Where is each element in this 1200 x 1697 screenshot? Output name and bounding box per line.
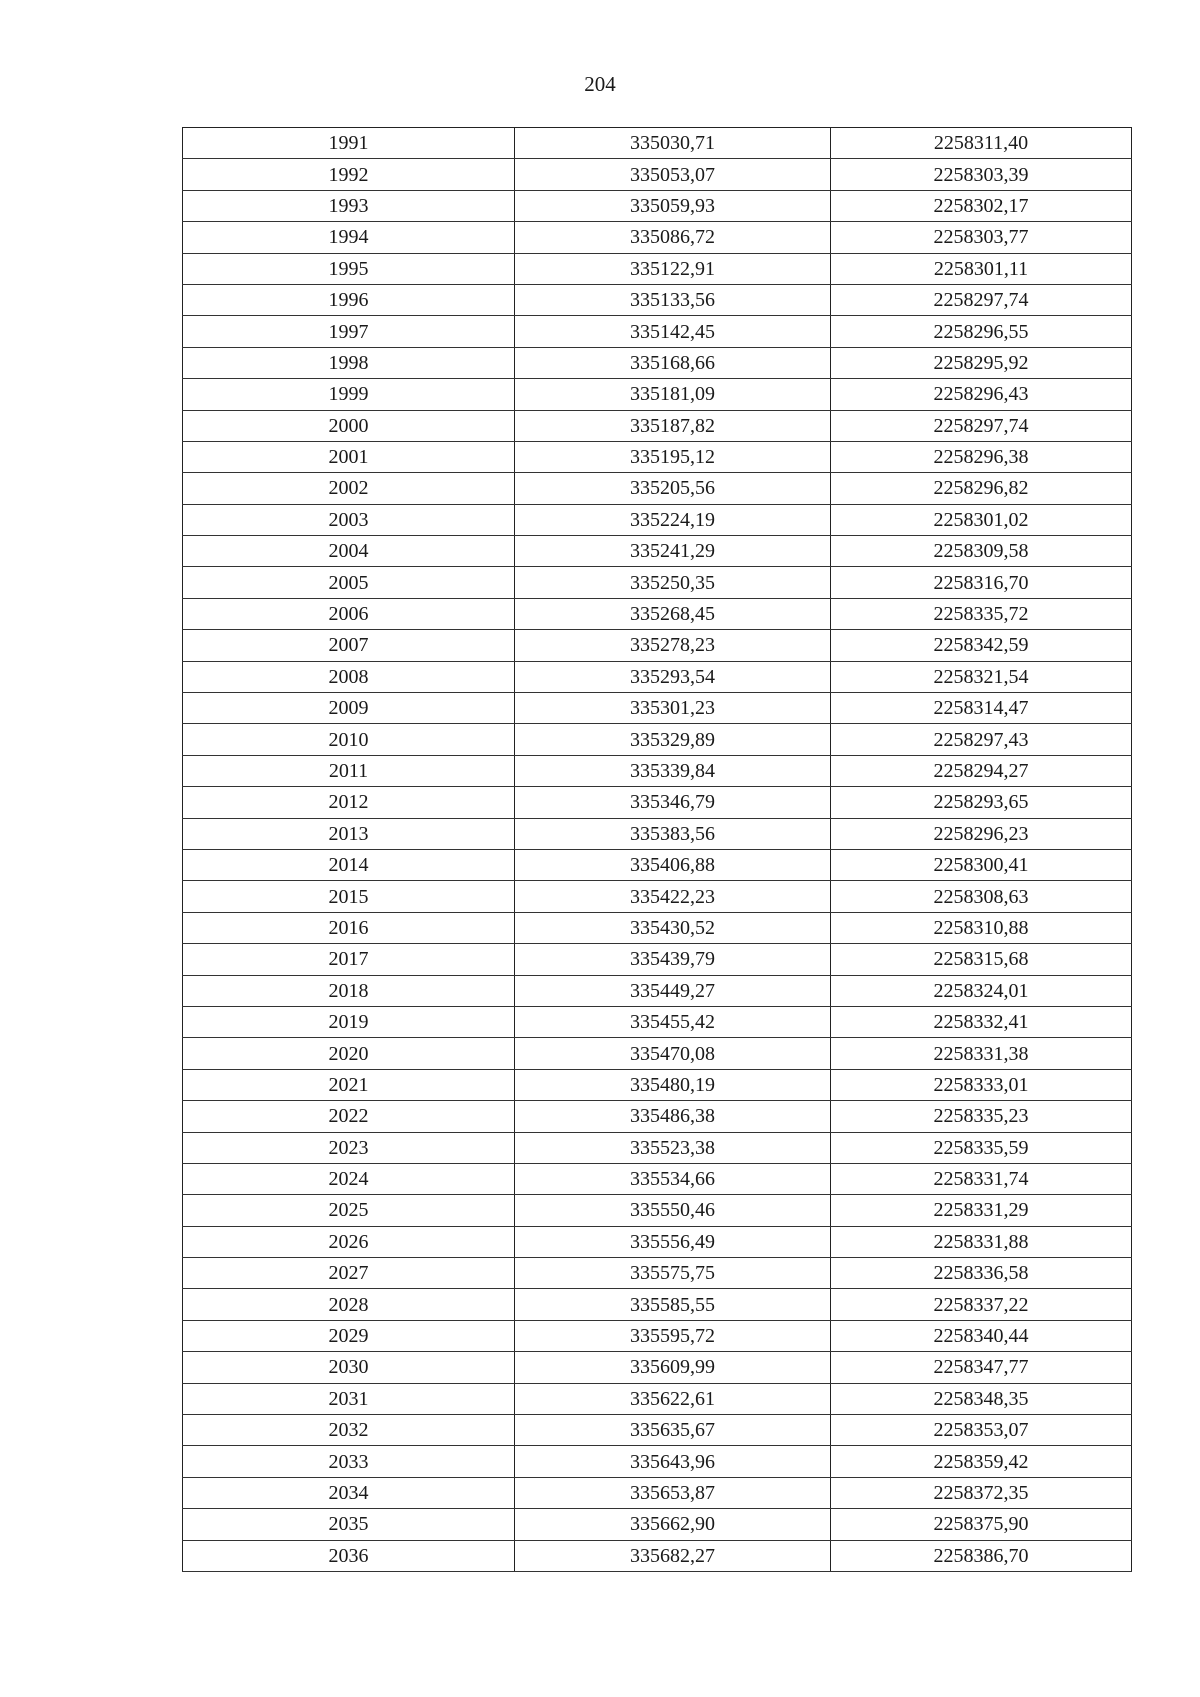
y-coordinate-cell: 2258296,38 (831, 441, 1132, 472)
x-coordinate-cell: 335662,90 (515, 1509, 831, 1540)
y-coordinate-cell: 2258375,90 (831, 1509, 1132, 1540)
table-row (183, 787, 1132, 818)
point-number-cell: 2018 (183, 975, 515, 1006)
x-coordinate-cell: 335470,08 (515, 1038, 831, 1069)
table-row (183, 222, 1132, 253)
table-row (183, 441, 1132, 472)
x-coordinate-cell: 335086,72 (515, 222, 831, 253)
coordinates-table (182, 127, 1132, 1572)
x-coordinate-cell: 335133,56 (515, 284, 831, 315)
y-coordinate-cell: 2258297,43 (831, 724, 1132, 755)
table-row (183, 912, 1132, 943)
point-number-cell: 1995 (183, 253, 515, 284)
x-coordinate-cell: 335181,09 (515, 379, 831, 410)
x-coordinate-cell: 335550,46 (515, 1195, 831, 1226)
table-row (183, 473, 1132, 504)
table-row (183, 1069, 1132, 1100)
y-coordinate-cell: 2258337,22 (831, 1289, 1132, 1320)
point-number-cell: 1993 (183, 190, 515, 221)
x-coordinate-cell: 335301,23 (515, 693, 831, 724)
x-coordinate-cell: 335486,38 (515, 1101, 831, 1132)
x-coordinate-cell: 335195,12 (515, 441, 831, 472)
x-coordinate-cell: 335682,27 (515, 1540, 831, 1571)
table-row (183, 1383, 1132, 1414)
y-coordinate-cell: 2258314,47 (831, 693, 1132, 724)
table-row (183, 1477, 1132, 1508)
y-coordinate-cell: 2258302,17 (831, 190, 1132, 221)
point-number-cell: 2007 (183, 630, 515, 661)
y-coordinate-cell: 2258293,65 (831, 787, 1132, 818)
page-number: 204 (584, 72, 616, 96)
x-coordinate-cell: 335030,71 (515, 128, 831, 159)
x-coordinate-cell: 335643,96 (515, 1446, 831, 1477)
table-row (183, 284, 1132, 315)
y-coordinate-cell: 2258386,70 (831, 1540, 1132, 1571)
table-row (183, 504, 1132, 535)
x-coordinate-cell: 335449,27 (515, 975, 831, 1006)
point-number-cell: 2011 (183, 755, 515, 786)
point-number-cell: 2008 (183, 661, 515, 692)
table-row (183, 159, 1132, 190)
point-number-cell: 1999 (183, 379, 515, 410)
point-number-cell: 2001 (183, 441, 515, 472)
x-coordinate-cell: 335053,07 (515, 159, 831, 190)
y-coordinate-cell: 2258321,54 (831, 661, 1132, 692)
x-coordinate-cell: 335059,93 (515, 190, 831, 221)
y-coordinate-cell: 2258342,59 (831, 630, 1132, 661)
x-coordinate-cell: 335609,99 (515, 1352, 831, 1383)
x-coordinate-cell: 335224,19 (515, 504, 831, 535)
point-number-cell: 2004 (183, 536, 515, 567)
y-coordinate-cell: 2258335,59 (831, 1132, 1132, 1163)
point-number-cell: 2027 (183, 1258, 515, 1289)
point-number-cell: 2032 (183, 1415, 515, 1446)
y-coordinate-cell: 2258348,35 (831, 1383, 1132, 1414)
x-coordinate-cell: 335556,49 (515, 1226, 831, 1257)
point-number-cell: 2000 (183, 410, 515, 441)
point-number-cell: 2020 (183, 1038, 515, 1069)
x-coordinate-cell: 335122,91 (515, 253, 831, 284)
table-row (183, 1352, 1132, 1383)
x-coordinate-cell: 335455,42 (515, 1006, 831, 1037)
point-number-cell: 2021 (183, 1069, 515, 1100)
point-number-cell: 2005 (183, 567, 515, 598)
y-coordinate-cell: 2258332,41 (831, 1006, 1132, 1037)
table-row (183, 693, 1132, 724)
table-row (183, 1509, 1132, 1540)
y-coordinate-cell: 2258359,42 (831, 1446, 1132, 1477)
coordinates-table-body (183, 128, 1132, 1572)
y-coordinate-cell: 2258331,38 (831, 1038, 1132, 1069)
point-number-cell: 2019 (183, 1006, 515, 1037)
y-coordinate-cell: 2258294,27 (831, 755, 1132, 786)
table-row (183, 316, 1132, 347)
point-number-cell: 2033 (183, 1446, 515, 1477)
table-row (183, 347, 1132, 378)
x-coordinate-cell: 335622,61 (515, 1383, 831, 1414)
table-row (183, 661, 1132, 692)
point-number-cell: 2014 (183, 849, 515, 880)
y-coordinate-cell: 2258296,43 (831, 379, 1132, 410)
x-coordinate-cell: 335422,23 (515, 881, 831, 912)
point-number-cell: 2035 (183, 1509, 515, 1540)
point-number-cell: 2012 (183, 787, 515, 818)
x-coordinate-cell: 335585,55 (515, 1289, 831, 1320)
x-coordinate-cell: 335534,66 (515, 1163, 831, 1194)
x-coordinate-cell: 335480,19 (515, 1069, 831, 1100)
table-row (183, 849, 1132, 880)
x-coordinate-cell: 335430,52 (515, 912, 831, 943)
table-row (183, 1163, 1132, 1194)
table-row (183, 944, 1132, 975)
x-coordinate-cell: 335653,87 (515, 1477, 831, 1508)
y-coordinate-cell: 2258297,74 (831, 410, 1132, 441)
point-number-cell: 2036 (183, 1540, 515, 1571)
y-coordinate-cell: 2258296,55 (831, 316, 1132, 347)
y-coordinate-cell: 2258333,01 (831, 1069, 1132, 1100)
y-coordinate-cell: 2258335,23 (831, 1101, 1132, 1132)
table-row (183, 1289, 1132, 1320)
y-coordinate-cell: 2258316,70 (831, 567, 1132, 598)
x-coordinate-cell: 335293,54 (515, 661, 831, 692)
y-coordinate-cell: 2258335,72 (831, 598, 1132, 629)
y-coordinate-cell: 2258296,23 (831, 818, 1132, 849)
x-coordinate-cell: 335142,45 (515, 316, 831, 347)
x-coordinate-cell: 335439,79 (515, 944, 831, 975)
table-row (183, 567, 1132, 598)
x-coordinate-cell: 335241,29 (515, 536, 831, 567)
y-coordinate-cell: 2258372,35 (831, 1477, 1132, 1508)
point-number-cell: 2017 (183, 944, 515, 975)
y-coordinate-cell: 2258300,41 (831, 849, 1132, 880)
y-coordinate-cell: 2258301,11 (831, 253, 1132, 284)
point-number-cell: 2024 (183, 1163, 515, 1194)
table-row (183, 1415, 1132, 1446)
point-number-cell: 2025 (183, 1195, 515, 1226)
point-number-cell: 2010 (183, 724, 515, 755)
point-number-cell: 2013 (183, 818, 515, 849)
x-coordinate-cell: 335268,45 (515, 598, 831, 629)
y-coordinate-cell: 2258297,74 (831, 284, 1132, 315)
y-coordinate-cell: 2258324,01 (831, 975, 1132, 1006)
x-coordinate-cell: 335187,82 (515, 410, 831, 441)
point-number-cell: 2023 (183, 1132, 515, 1163)
table-row (183, 1038, 1132, 1069)
y-coordinate-cell: 2258347,77 (831, 1352, 1132, 1383)
table-row (183, 1320, 1132, 1351)
y-coordinate-cell: 2258303,39 (831, 159, 1132, 190)
y-coordinate-cell: 2258301,02 (831, 504, 1132, 535)
table-row (183, 598, 1132, 629)
y-coordinate-cell: 2258296,82 (831, 473, 1132, 504)
point-number-cell: 1992 (183, 159, 515, 190)
table-row (183, 755, 1132, 786)
x-coordinate-cell: 335635,67 (515, 1415, 831, 1446)
point-number-cell: 2026 (183, 1226, 515, 1257)
x-coordinate-cell: 335523,38 (515, 1132, 831, 1163)
point-number-cell: 2002 (183, 473, 515, 504)
y-coordinate-cell: 2258309,58 (831, 536, 1132, 567)
table-row (183, 128, 1132, 159)
point-number-cell: 2016 (183, 912, 515, 943)
table-row (183, 1446, 1132, 1477)
point-number-cell: 1991 (183, 128, 515, 159)
x-coordinate-cell: 335278,23 (515, 630, 831, 661)
x-coordinate-cell: 335346,79 (515, 787, 831, 818)
x-coordinate-cell: 335575,75 (515, 1258, 831, 1289)
x-coordinate-cell: 335406,88 (515, 849, 831, 880)
table-row (183, 410, 1132, 441)
table-row (183, 1101, 1132, 1132)
table-row (183, 253, 1132, 284)
x-coordinate-cell: 335383,56 (515, 818, 831, 849)
y-coordinate-cell: 2258311,40 (831, 128, 1132, 159)
point-number-cell: 1997 (183, 316, 515, 347)
table-row (183, 630, 1132, 661)
y-coordinate-cell: 2258303,77 (831, 222, 1132, 253)
table-row (183, 1258, 1132, 1289)
table-row (183, 975, 1132, 1006)
point-number-cell: 2022 (183, 1101, 515, 1132)
y-coordinate-cell: 2258308,63 (831, 881, 1132, 912)
x-coordinate-cell: 335595,72 (515, 1320, 831, 1351)
x-coordinate-cell: 335339,84 (515, 755, 831, 786)
table-row (183, 881, 1132, 912)
point-number-cell: 1994 (183, 222, 515, 253)
point-number-cell: 2003 (183, 504, 515, 535)
x-coordinate-cell: 335205,56 (515, 473, 831, 504)
y-coordinate-cell: 2258336,58 (831, 1258, 1132, 1289)
point-number-cell: 2031 (183, 1383, 515, 1414)
y-coordinate-cell: 2258353,07 (831, 1415, 1132, 1446)
y-coordinate-cell: 2258340,44 (831, 1320, 1132, 1351)
table-row (183, 190, 1132, 221)
table-row (183, 724, 1132, 755)
y-coordinate-cell: 2258331,88 (831, 1226, 1132, 1257)
point-number-cell: 2029 (183, 1320, 515, 1351)
point-number-cell: 2030 (183, 1352, 515, 1383)
table-row (183, 1195, 1132, 1226)
y-coordinate-cell: 2258295,92 (831, 347, 1132, 378)
point-number-cell: 2028 (183, 1289, 515, 1320)
y-coordinate-cell: 2258310,88 (831, 912, 1132, 943)
y-coordinate-cell: 2258331,29 (831, 1195, 1132, 1226)
point-number-cell: 1996 (183, 284, 515, 315)
table-row (183, 1226, 1132, 1257)
point-number-cell: 2015 (183, 881, 515, 912)
table-row (183, 1132, 1132, 1163)
point-number-cell: 1998 (183, 347, 515, 378)
x-coordinate-cell: 335329,89 (515, 724, 831, 755)
point-number-cell: 2034 (183, 1477, 515, 1508)
table-row (183, 536, 1132, 567)
table-row (183, 1540, 1132, 1571)
x-coordinate-cell: 335250,35 (515, 567, 831, 598)
y-coordinate-cell: 2258331,74 (831, 1163, 1132, 1194)
table-row (183, 818, 1132, 849)
y-coordinate-cell: 2258315,68 (831, 944, 1132, 975)
point-number-cell: 2006 (183, 598, 515, 629)
table-row (183, 379, 1132, 410)
table-row (183, 1006, 1132, 1037)
point-number-cell: 2009 (183, 693, 515, 724)
x-coordinate-cell: 335168,66 (515, 347, 831, 378)
